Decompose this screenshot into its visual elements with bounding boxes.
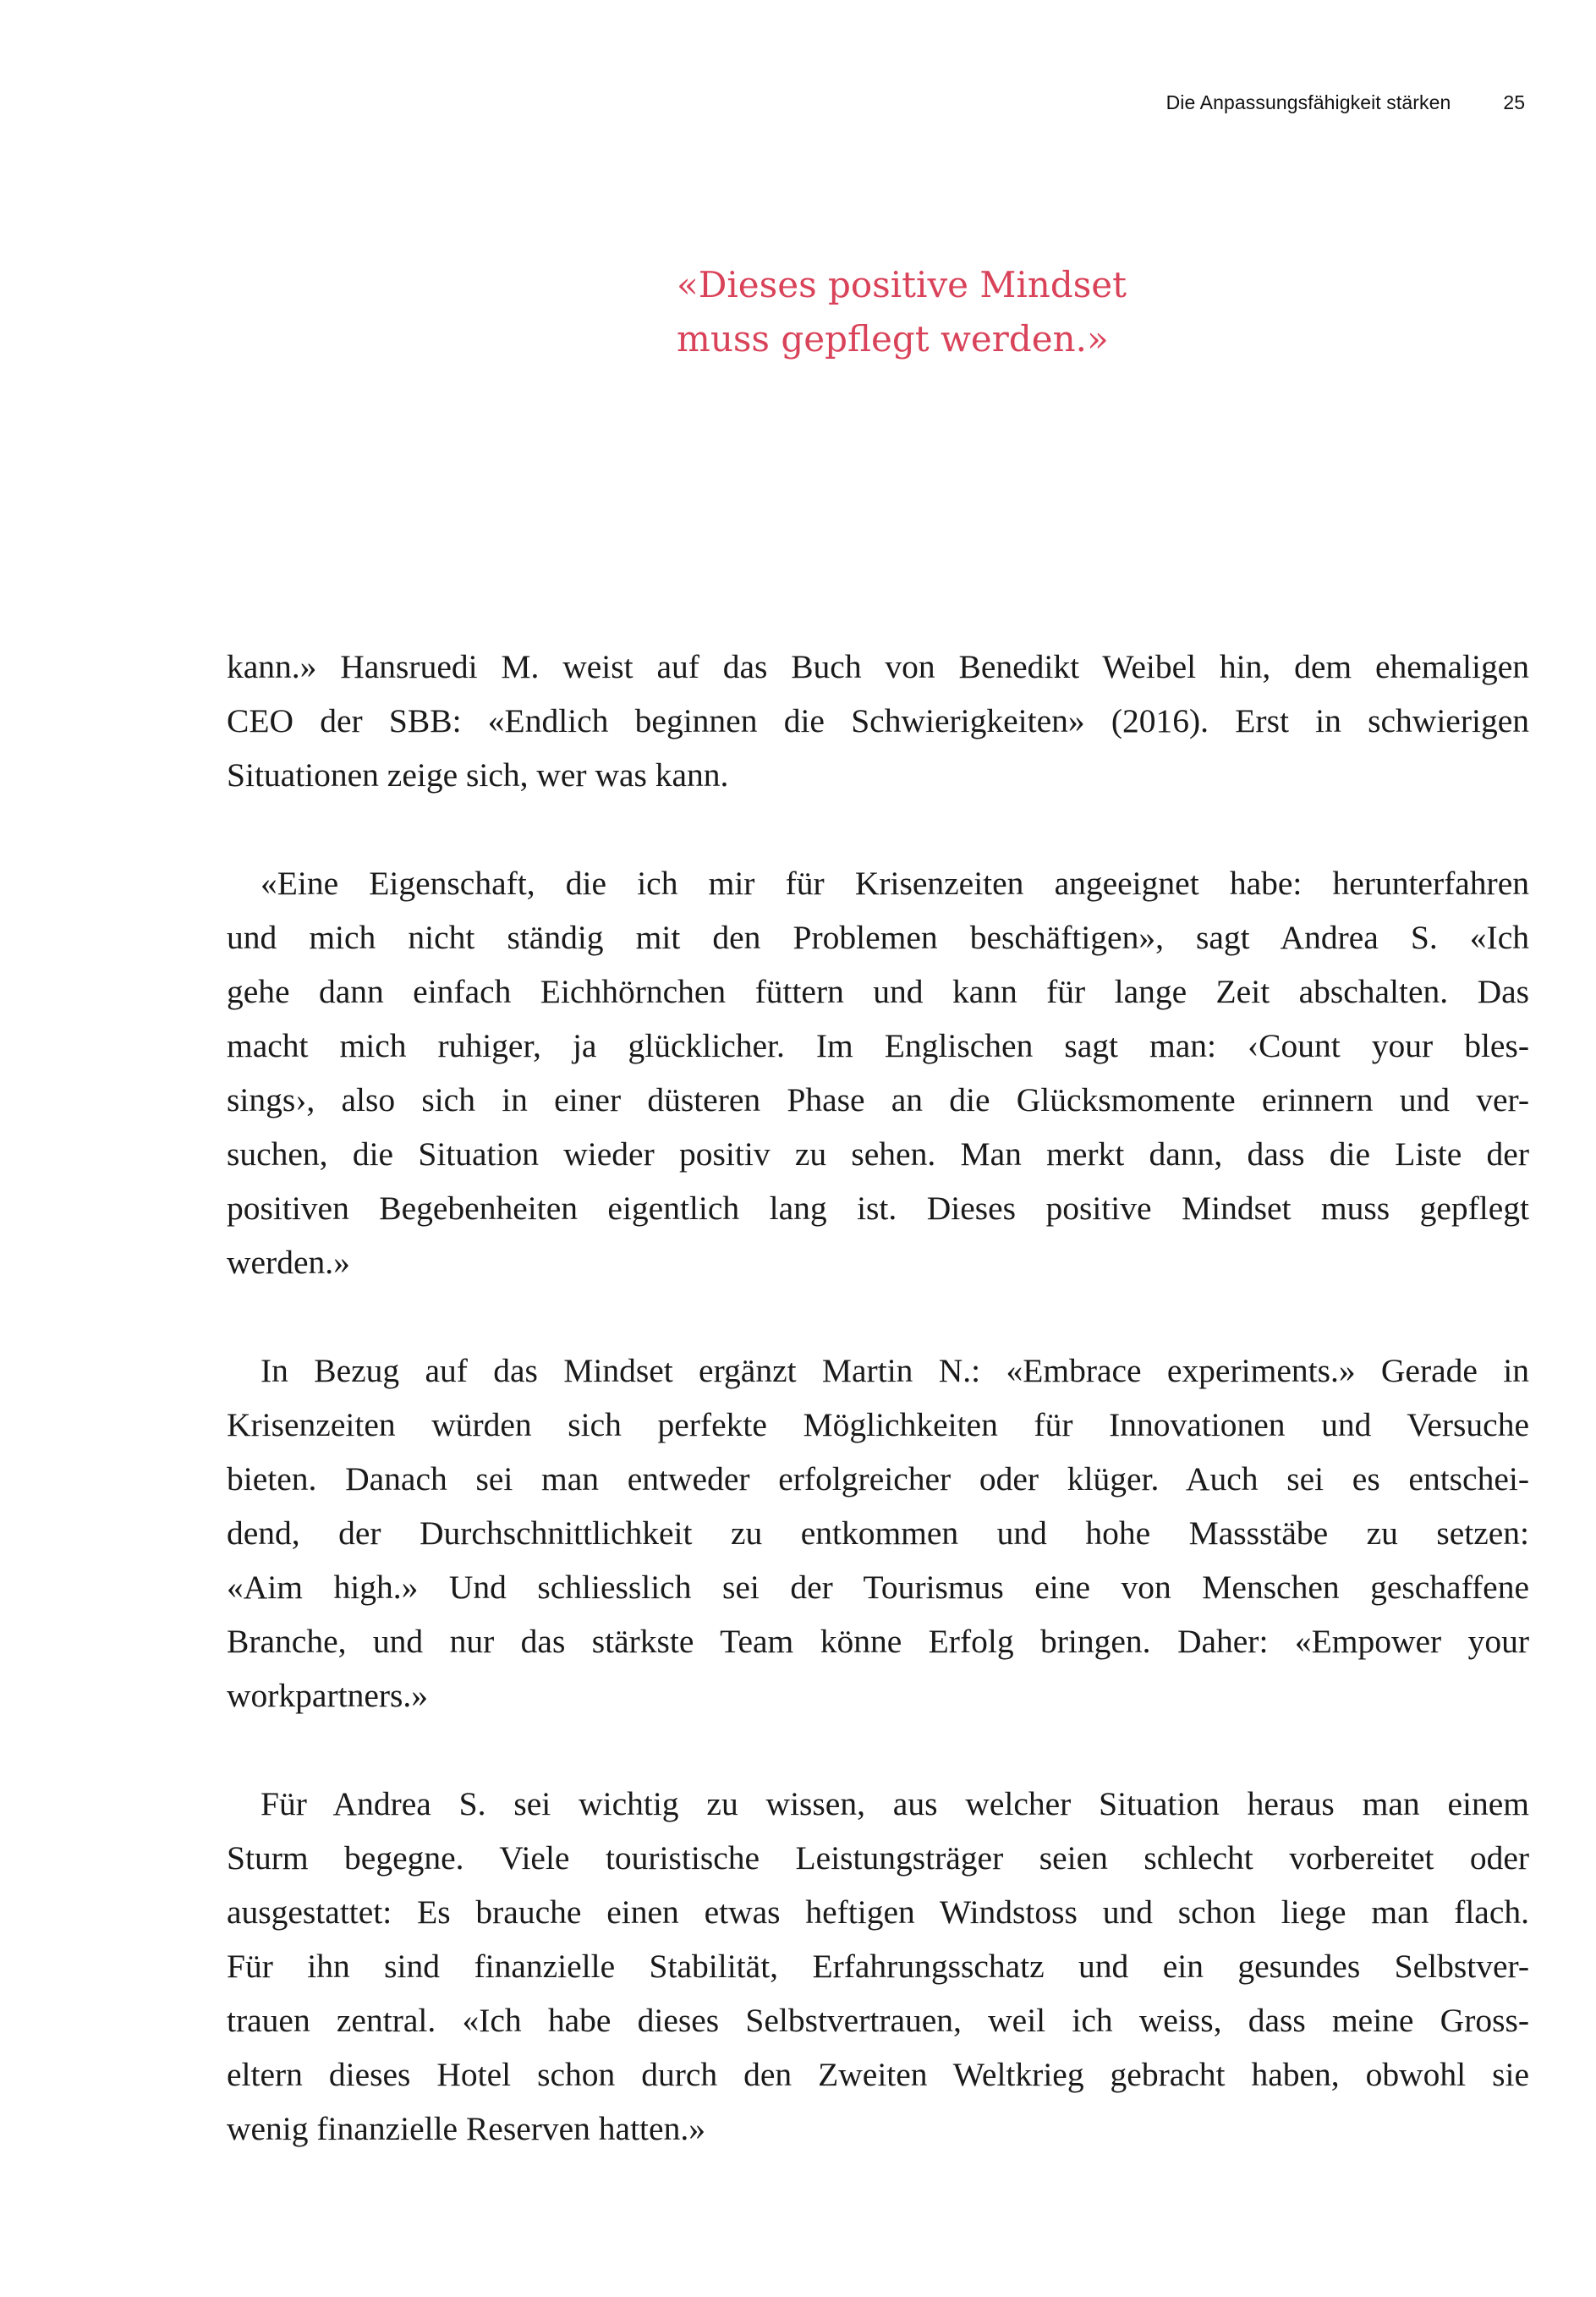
running-header [1166, 91, 1525, 114]
paragraph [227, 856, 1529, 1289]
pull-quote-line: muss gepflegt werden.» [677, 318, 1109, 360]
text-line: Sturm begegne. Viele touristische Leistungsträger seien schlecht vorbereitet oder [227, 1839, 1529, 1877]
body-text [227, 640, 1529, 2156]
pull-quote-line: «Dieses positive Mindset [677, 264, 1127, 305]
text-line: trauen zentral. «Ich habe dieses Selbstvertrauen, weil ich weiss, dass meine Gross- [227, 2002, 1529, 2039]
text-line: macht mich ruhiger, ja glücklicher. Im Englischen sagt man: ‹Count your bles- [227, 1027, 1529, 1064]
text-line: In Bezug auf das Mindset ergänzt Martin N.: «Embrace experiments.» Gerade in [261, 1352, 1529, 1389]
text-line: workpartners.» [227, 1677, 429, 1714]
text-line: Situationen zeige sich, wer was kann. [227, 756, 729, 794]
text-line: ausgestattet: Es brauche einen etwas heftigen Windstoss und schon liege man flach. [227, 1893, 1529, 1931]
text-line: wenig finanzielle Reserven hatten.» [227, 2110, 705, 2147]
text-line: bieten. Danach sei man entweder erfolgreicher oder klüger. Auch sei es entschei- [227, 1460, 1529, 1497]
text-line: «Aim high.» Und schliesslich sei der Tourismus eine von Menschen geschaffene [227, 1569, 1529, 1606]
text-line: Krisenzeiten würden sich perfekte Möglichkeiten für Innovationen und Versuche [227, 1406, 1529, 1443]
text-line: und mich nicht ständig mit den Problemen beschäftigen», sagt Andrea S. «Ich [227, 919, 1529, 956]
text-line: dend, der Durchschnittlichkeit zu entkommen und hohe Massstäbe zu setzen: [227, 1514, 1529, 1552]
paragraph [227, 640, 1529, 802]
paragraph [227, 1777, 1529, 2156]
text-line: eltern dieses Hotel schon durch den Zweiten Weltkrieg gebracht haben, obwohl sie [227, 2056, 1529, 2093]
page-number: 25 [1503, 91, 1525, 113]
text-line: Branche, und nur das stärkste Team könne Erfolg bringen. Daher: «Empower your [227, 1623, 1529, 1660]
pull-quote [677, 258, 1269, 366]
text-line: Für ihn sind finanzielle Stabilität, Erfahrungsschatz und ein gesundes Selbstver- [227, 1948, 1529, 1985]
text-line: Für Andrea S. sei wichtig zu wissen, aus welcher Situation heraus man einem [261, 1785, 1529, 1822]
text-line: «Eine Eigenschaft, die ich mir für Krisenzeiten angeeignet habe: herunterfahren [261, 865, 1529, 902]
text-line: gehe dann einfach Eichhörnchen füttern und kann für lange Zeit abschalten. Das [227, 973, 1529, 1010]
text-line: werden.» [227, 1244, 350, 1281]
text-line: positiven Begebenheiten eigentlich lang ist. Dieses positive Mindset muss gepflegt [227, 1190, 1529, 1227]
running-title: Die Anpassungsfähigkeit stärken [1165, 91, 1451, 113]
text-line: sings›, also sich in einer düsteren Phase an die Glücksmomente erinnern und ver- [227, 1081, 1529, 1118]
text-line: kann.» Hansruedi M. weist auf das Buch von Benedikt Weibel hin, dem ehemaligen [227, 648, 1529, 685]
paragraph [227, 1344, 1529, 1723]
text-line: CEO der SBB: «Endlich beginnen die Schwierigkeiten» (2016). Erst in schwierigen [227, 702, 1529, 739]
text-line: suchen, die Situation wieder positiv zu sehen. Man merkt dann, dass die Liste der [227, 1135, 1529, 1173]
